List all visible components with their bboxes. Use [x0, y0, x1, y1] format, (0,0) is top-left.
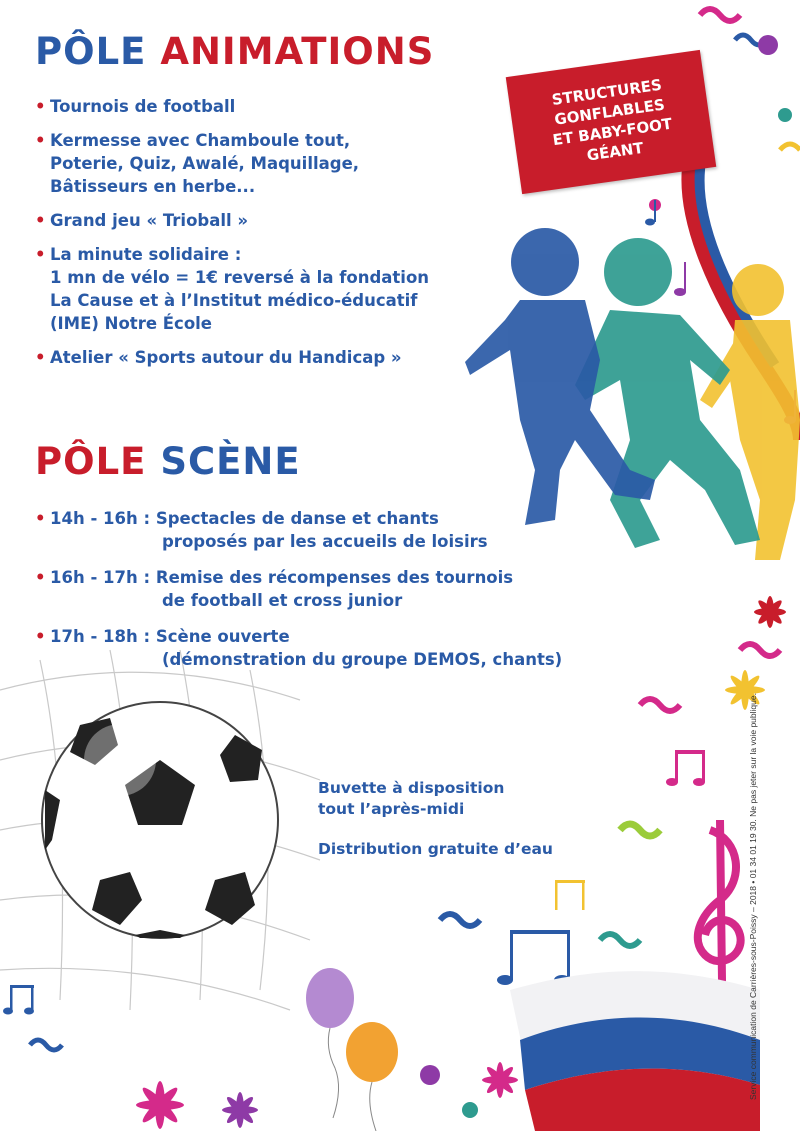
badge-text: STRUCTURES GONFLABLES ET BABY-FOOT GÉANT	[550, 75, 674, 165]
schedule-item	[35, 625, 562, 671]
soccer-ball	[42, 702, 278, 938]
item-line: Atelier « Sports autour du Handicap »	[50, 348, 402, 367]
animations-title-part2: ANIMATIONS	[160, 30, 435, 73]
schedule-desc-cont: proposés par les accueils de loisirs	[162, 532, 488, 551]
item-line: La Cause et à l’Institut médico-éducatif	[50, 291, 418, 310]
item-line: Kermesse avec Chamboule tout,	[50, 131, 351, 150]
buvette-line2: tout l’après-midi	[318, 800, 465, 818]
schedule-desc-cont: (démonstration du groupe DEMOS, chants)	[162, 650, 563, 669]
list-item	[35, 346, 429, 369]
credit-text: Service communication de Carrières-sous-Poissy – 2018 • 01 34 01 19 30. Ne pas jeter sur la voie publique.	[748, 693, 758, 1100]
schedule-desc: Scène ouverte	[155, 627, 290, 646]
water-info	[318, 839, 553, 860]
item-line: Grand jeu « Trioball »	[50, 211, 249, 230]
animations-title	[35, 30, 434, 73]
scene-title-part1: PÔLE	[35, 440, 147, 483]
buvette-line1: Buvette à disposition	[318, 779, 505, 797]
schedule-time: 14h - 16h :	[50, 509, 151, 528]
item-line: 1 mn de vélo = 1€ reversé à la fondation	[50, 268, 430, 287]
schedule-desc: Remise des récompenses des tournois	[155, 568, 514, 587]
flowers-right	[640, 596, 786, 711]
animations-list	[35, 95, 429, 369]
schedule-time: 16h - 17h :	[50, 568, 151, 587]
music-note-mid	[666, 750, 705, 786]
schedule-item	[35, 507, 562, 553]
schedule-time: 17h - 18h :	[50, 627, 151, 646]
buvette-info	[318, 778, 504, 820]
water-line: Distribution gratuite d’eau	[318, 840, 553, 858]
list-item	[35, 209, 429, 232]
item-line: Poterie, Quiz, Awalé, Maquillage,	[50, 154, 360, 173]
tricolor-ribbon-bottom	[510, 971, 760, 1131]
list-item	[35, 129, 429, 198]
item-line: (IME) Notre École	[50, 314, 212, 333]
list-item	[35, 95, 429, 118]
schedule-desc: Spectacles de danse et chants	[155, 509, 439, 528]
schedule-desc-cont: de football et cross junior	[162, 591, 403, 610]
scene-title	[35, 440, 301, 483]
item-line: La minute solidaire :	[50, 245, 242, 264]
music-notes-bottom-left	[3, 985, 62, 1050]
animations-title-part1: PÔLE	[35, 30, 147, 73]
list-item	[35, 243, 429, 335]
schedule-item	[35, 566, 562, 612]
scene-schedule	[35, 507, 562, 671]
scene-title-part2: SCÈNE	[160, 440, 301, 483]
item-line: Tournois de football	[50, 97, 236, 116]
item-line: Bâtisseurs en herbe...	[50, 177, 256, 196]
balloons	[306, 968, 478, 1131]
